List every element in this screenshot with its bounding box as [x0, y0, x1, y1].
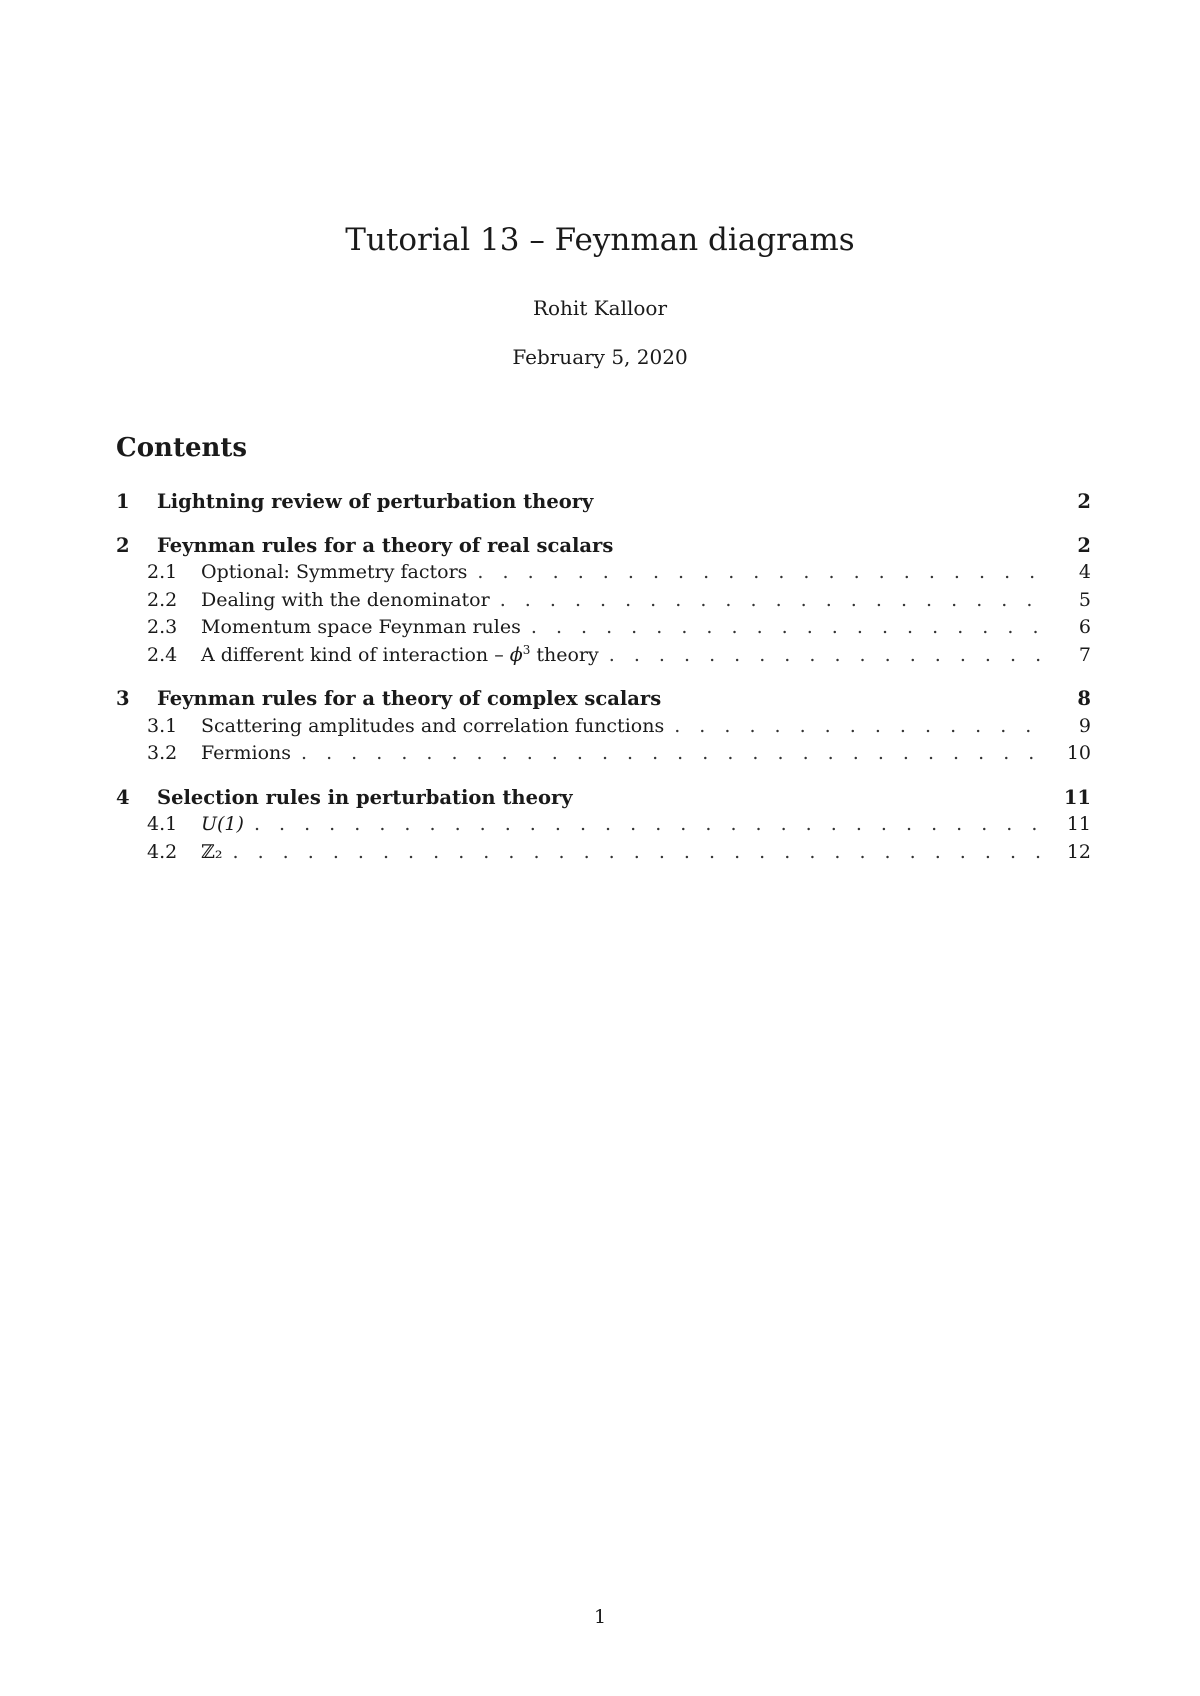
toc-number: 2.3 [147, 616, 178, 638]
toc-section-1 [116, 488, 1091, 516]
toc-label: Fermions [201, 742, 291, 764]
toc-number: 2 [116, 533, 130, 557]
toc-section-4 [116, 784, 1091, 867]
toc-page: 11 [1066, 813, 1091, 835]
dot-leader [477, 559, 1051, 587]
toc-page: 4 [1078, 561, 1091, 583]
toc-number: 2.2 [147, 588, 178, 611]
toc-entry-4[interactable] [116, 784, 1091, 812]
author-name: Rohit Kalloor [532, 296, 668, 320]
page-number: 1 [593, 1606, 607, 1628]
dot-leader [674, 713, 1051, 741]
toc-number: 1 [116, 490, 130, 513]
dot-leader [233, 839, 1052, 867]
toc-label: Momentum space Feynman rules [201, 616, 521, 638]
toc-section-2 [116, 532, 1091, 670]
toc-entry-3-2[interactable] [116, 740, 1091, 768]
toc-entry-1[interactable] [116, 488, 1091, 516]
toc-number: 4.1 [147, 813, 178, 835]
toc-number: 4 [116, 785, 130, 809]
toc-entry-4-2[interactable] [116, 839, 1091, 867]
toc-page: 7 [1078, 643, 1091, 666]
toc-entry-3-1[interactable] [116, 713, 1091, 741]
toc-label: Feynman rules for a theory of complex scalars [157, 687, 662, 710]
toc-number: 2.4 [147, 643, 178, 666]
contents-heading: Contents [116, 433, 248, 463]
toc-label: ℤ₂ [201, 840, 223, 863]
toc-label [201, 811, 244, 839]
toc-entry-2-1[interactable] [116, 559, 1091, 587]
math-superscript: 3 [522, 642, 531, 657]
toc-page: 9 [1078, 714, 1091, 737]
math-phi: ϕ [509, 643, 523, 666]
dot-leader [531, 614, 1051, 642]
toc-entry-2-2[interactable] [116, 587, 1091, 615]
document-title: Tutorial 13 – Feynman diagrams [345, 222, 855, 258]
toc-entry-2[interactable] [116, 532, 1091, 560]
dot-leader [301, 740, 1051, 768]
math-label: U(1) [201, 813, 244, 835]
toc-number: 3 [116, 687, 130, 710]
label-text: theory [530, 643, 599, 666]
toc-number: 2.1 [147, 561, 178, 583]
toc-number: 4.2 [147, 840, 178, 863]
toc-label: Scattering amplitudes and correlation functions [201, 714, 665, 737]
toc-entry-4-1[interactable] [116, 811, 1091, 839]
toc-entry-3[interactable] [116, 685, 1091, 713]
toc-label: Feynman rules for a theory of real scalars [157, 533, 614, 557]
table-of-contents [116, 488, 1091, 882]
dot-leader [254, 811, 1051, 839]
toc-page: 6 [1078, 616, 1091, 638]
toc-page: 10 [1066, 742, 1091, 764]
toc-label: Lightning review of perturbation theory [157, 490, 594, 513]
toc-entry-2-3[interactable] [116, 614, 1091, 642]
toc-page: 2 [1077, 490, 1091, 513]
toc-page: 12 [1066, 840, 1091, 863]
toc-label: Optional: Symmetry factors [201, 561, 468, 583]
toc-page: 8 [1077, 687, 1091, 710]
toc-number: 3.2 [147, 742, 178, 764]
toc-page: 11 [1063, 785, 1091, 809]
toc-number: 3.1 [147, 714, 178, 737]
dot-leader [500, 587, 1051, 615]
toc-page: 5 [1078, 588, 1091, 611]
document-date: February 5, 2020 [512, 345, 688, 369]
toc-label [201, 642, 599, 670]
toc-entry-2-4[interactable] [116, 642, 1091, 670]
toc-label: Dealing with the denominator [201, 588, 490, 611]
toc-label: Selection rules in perturbation theory [157, 785, 573, 809]
toc-section-3 [116, 685, 1091, 768]
toc-page: 2 [1077, 533, 1091, 557]
label-text: A different kind of interaction – [201, 643, 510, 666]
dot-leader [609, 642, 1051, 670]
